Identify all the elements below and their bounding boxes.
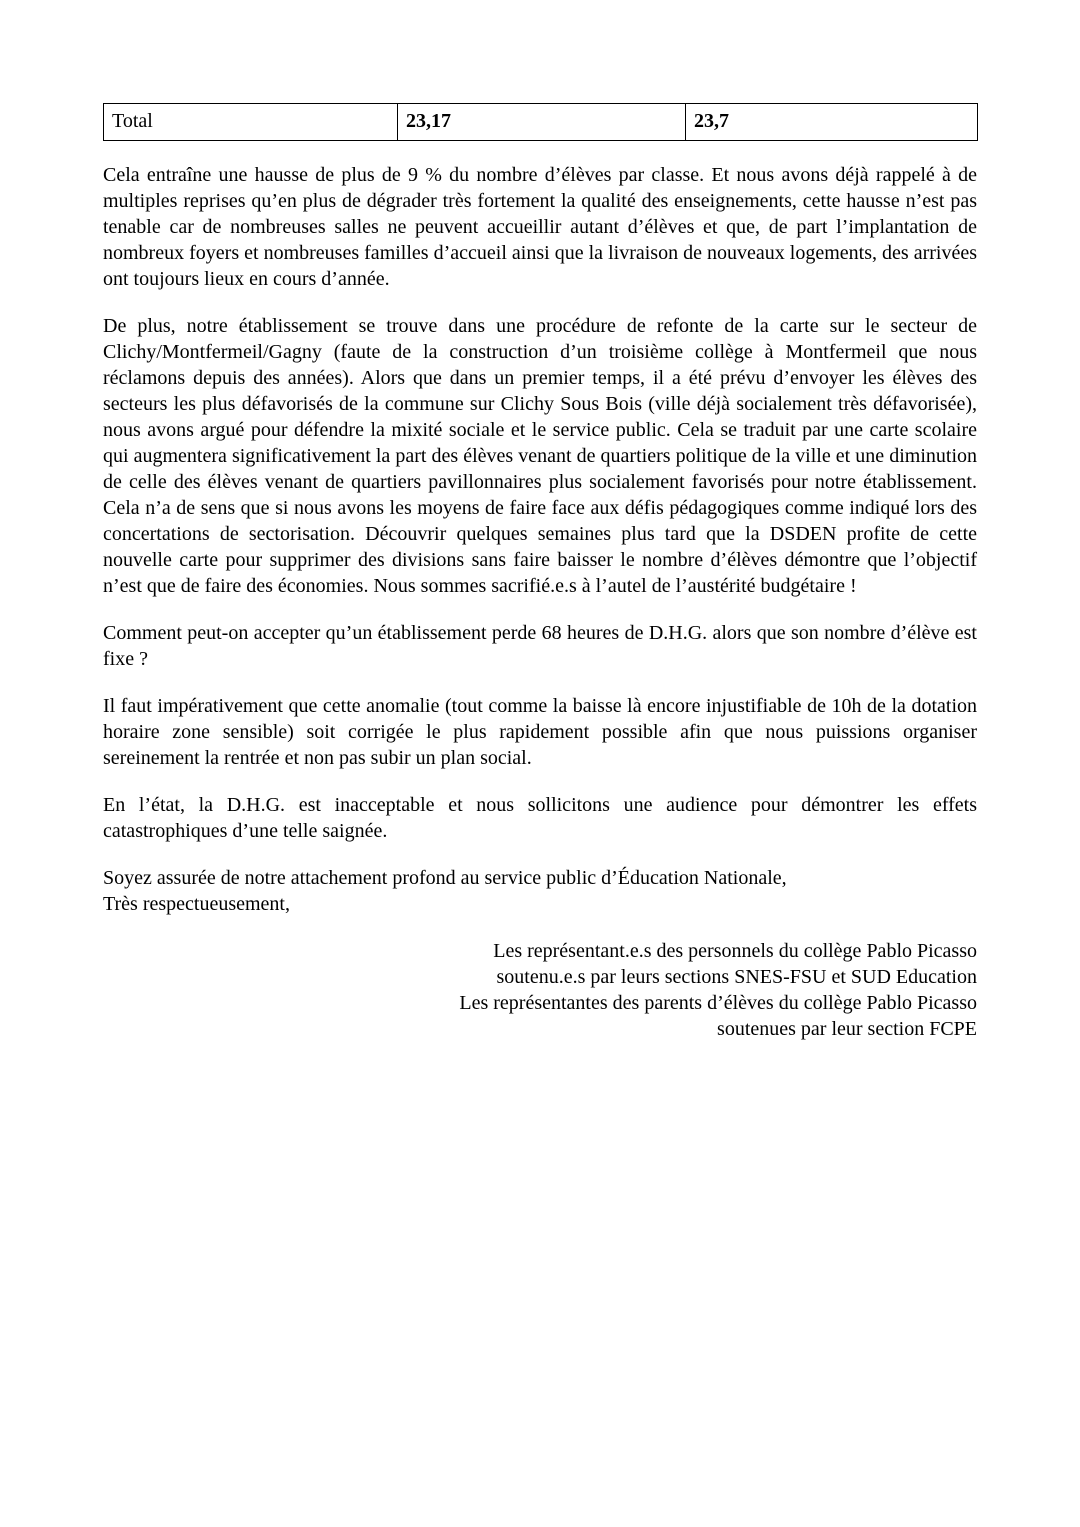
table-row-total bbox=[104, 104, 978, 141]
signature-line-staff-representatives: Les représentant.e.s des personnels du collège Pablo Picasso bbox=[493, 940, 977, 962]
closing-block bbox=[103, 865, 977, 917]
signature-line-parent-representatives: Les représentantes des parents d’élèves du collège Pablo Picasso bbox=[459, 992, 977, 1014]
paragraph-anomaly-correction: Il faut impérativement que cette anomalie (tout comme la baisse là encore injustifiable de 10h de la dotation horaire zone sensible) soit corrigée le plus rapidement possible afin que nous puissions organiser sereinement la rentrée et non pas subir un plan social. bbox=[103, 695, 977, 769]
signature-block bbox=[103, 938, 977, 1042]
paragraph-audience-request: En l’état, la D.H.G. est inacceptable et nous sollicitons une audience pour démontrer les effets catastrophiques d’une telle saignée. bbox=[103, 794, 977, 842]
closing-line-attachment: Soyez assurée de notre attachement profond au service public d’Éducation Nationale, bbox=[103, 867, 787, 889]
table-cell-value-1: 23,17 bbox=[398, 104, 686, 141]
closing-line-respectfully: Très respectueusement, bbox=[103, 893, 290, 915]
totals-table bbox=[103, 103, 978, 141]
table-cell-total-label: Total bbox=[104, 104, 398, 141]
table-cell-value-2: 23,7 bbox=[686, 104, 978, 141]
signature-line-fcpe: soutenues par leur section FCPE bbox=[717, 1018, 977, 1040]
paragraph-dhg-question: Comment peut-on accepter qu’un établissement perde 68 heures de D.H.G. alors que son nombre d’élève est fixe ? bbox=[103, 622, 977, 670]
signature-line-unions: soutenu.e.s par leurs sections SNES-FSU et SUD Education bbox=[496, 966, 977, 988]
paragraph-sector-map-reform: De plus, notre établissement se trouve dans une procédure de refonte de la carte sur le secteur de Clichy/Montfermeil/Gagny (faute de la construction d’un troisième collège à Montfermeil que nous réclamons depuis des années). Alors que dans un premier temps, il a été prévu d’envoyer les élèves des secteurs les plus défavorisés de la commune sur Clichy Sous Bois (ville déjà socialement très défavorisée), nous avons argué pour défendre la mixité sociale et le service public. Cela se traduit par une carte scolaire qui augmentera significativement la part des élèves venant de quartiers politique de la ville et une diminution de celle des élèves venant de quartiers pavillonnaires plus socialement favorisés pour notre établissement. Cela n’a de sens que si nous avons les moyens de faire face aux défis pédagogiques comme indiqué lors des concertations de sectorisation. Découvrir quelques semaines plus tard que la DSDEN profite de cette nouvelle carte pour supprimer des divisions sans faire baisser le nombre d’élèves démontre que l’objectif n’est que de faire des économies. Nous sommes sacrifié.e.s à l’autel de l’austérité budgétaire ! bbox=[103, 315, 977, 597]
paragraph-class-size-increase: Cela entraîne une hausse de plus de 9 % du nombre d’élèves par classe. Et nous avons déjà rappelé à de multiples reprises qu’en plus de dégrader très fortement la qualité des enseignements, cette hausse n’est pas tenable car de nombreuses salles ne peuvent accueillir autant d’élèves et que, de part l’implantation de nombreux foyers et nombreuses familles d’accueil ainsi que la livraison de nouveaux logements, des arrivées ont toujours lieux en cours d’année. bbox=[103, 164, 977, 290]
